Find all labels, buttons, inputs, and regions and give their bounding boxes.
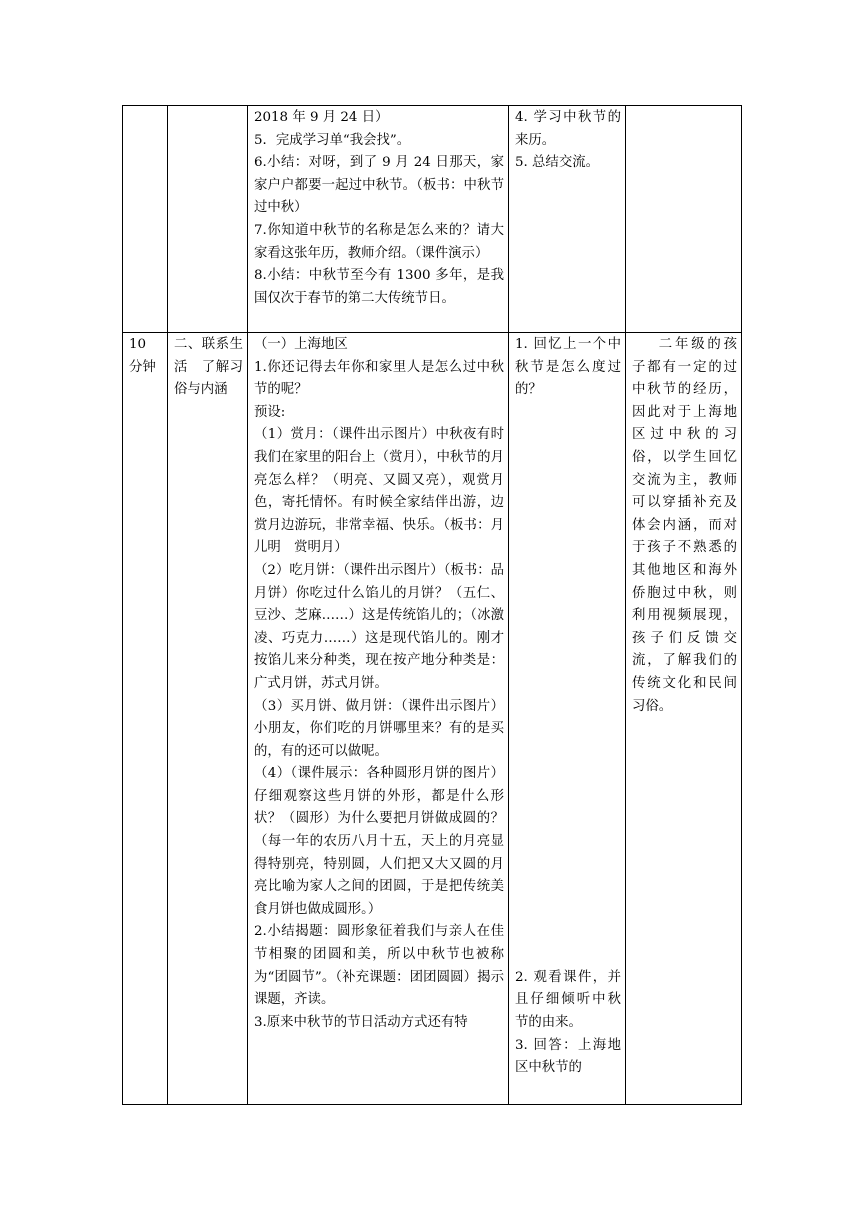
teacher-activity-cell [248,333,509,1105]
stage-cell [168,106,248,333]
table-row [123,106,742,333]
teacher-line: 5．完成学习单“我会找”。 [254,132,411,148]
student-line: 1. 回忆上一个中秋节是怎么度过的？ [515,337,621,398]
spacer [515,402,621,967]
student-line: 5. 总结交流。 [515,155,599,171]
teacher-line: 6.小结：对呀，到了 9 月 24 日那天，家家户户都要一起过中秋节。（板书：中秋节 过中秋） [254,155,531,216]
teacher-line: 7.你知道中秋节的名称是怎么来的？请大家看这张年历，教师介绍。（课件演示） [254,222,504,261]
time-cell: 10 分钟 [123,333,168,1105]
teacher-line: 8.小结：中秋节至今有 1300 多年，是我国仅次于春节的第二大传统节日。 [254,268,504,306]
teacher-line: 1.你还记得去年你和家里人是怎么过中秋节的呢？ [254,359,504,398]
teacher-line: 3.原来中秋节的节日活动方式还有特 [254,1014,468,1030]
teacher-activity-cell [248,106,531,333]
table-row [123,333,742,1105]
teacher-line: 2018 年 9 月 24 日） [254,110,389,125]
time-cell [123,106,168,333]
student-activity-cell [509,333,626,1105]
teacher-line: （3）买月饼、做月饼：（课件出示图片）小朋友，你们吃的月饼哪里来？有的是买的，有的还可以做呢。 [254,698,504,759]
teacher-line: 2.小结揭题：圆形象征着我们与亲人在佳节相聚的团圆和美，所以中秋节也被称为“团圆节”。（补充课题：团团圆圆）揭示课题，齐读。 [254,924,504,1008]
student-activity-cell [509,106,626,333]
student-line: 3. 回答：上海地区中秋节的 [515,1037,621,1076]
teacher-line: （一）上海地区 [254,337,348,352]
teacher-line: 预设: [254,404,286,420]
teacher-line: （1）赏月：（课件出示图片）中秋夜有时我们在家里的阳台上（赏月），中秋节的月亮怎么样？（明亮、又圆又亮），观赏月色，寄托情怀。有时候全家结伴出游，边赏月边游玩，非常幸福、快乐。（板书：月儿明 赏明月） [254,427,504,556]
reflection-cell [626,106,742,333]
student-line: 4. 学习中秋节的来历。 [515,110,621,148]
stage-cell: 二、联系生活 了解习俗与内涵 [168,333,248,1105]
teacher-line: （4）（课件展示：各种圆形月饼的图片）仔细观察这些月饼的外形，都是什么形状？（圆形）为什么要把月饼做成圆的？（每一年的农历八月十五，天上的月亮显得特别亮，特别圆，人们把又大又圆的月亮比喻为家人之间的团圆，于是把传统美食月饼也做成圆形。） [254,766,504,917]
lesson-plan-table [122,105,742,1105]
reflection-cell: 二年级的孩子都有一定的过中秋节的经历，因此对于上海地区过中秋的习俗，以学生回忆交流为主，教师可以穿插补充及体会内涵，而对于孩子不熟悉的其他地区和海外侨胞过中秋，则利用视频展现，孩子们反馈交流，了解我们的传统文化和民间习俗。 [626,333,742,1105]
student-line: 2. 观看课件，并且仔细倾听中秋节的由来。 [515,969,621,1030]
teacher-line: （2）吃月饼：（课件出示图片）（板书：品月饼）你吃过什么馅儿的月饼？（五仁、豆沙、芝麻……）这是传统馅儿的；（冰激凌、巧克力……）这是现代馅儿的。刚才按馅儿来分种类，现在按产地分种类是：广式月饼，苏式月饼。 [254,562,504,691]
